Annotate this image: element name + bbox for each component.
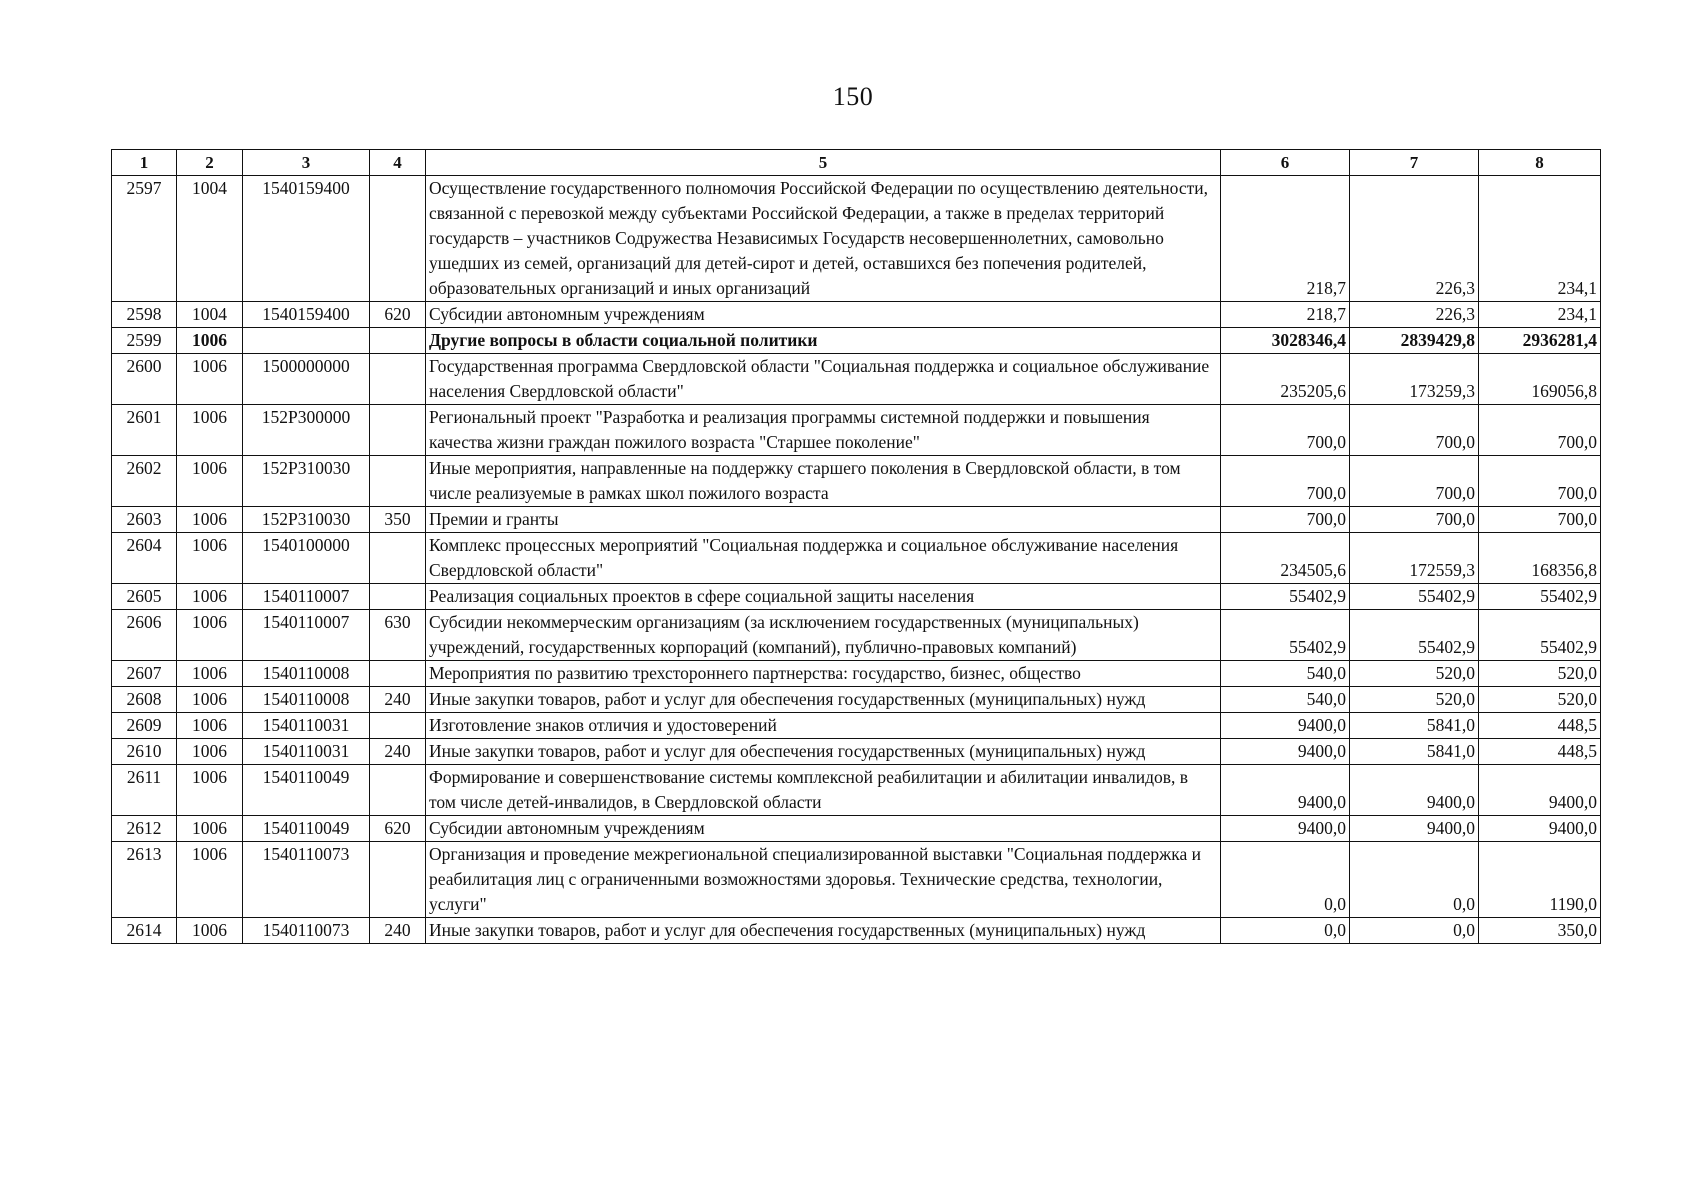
item-name-cell: Изготовление знаков отличия и удостоверений <box>426 713 1221 739</box>
row-number-cell: 2599 <box>112 328 177 354</box>
table-body <box>112 150 1601 944</box>
section-code-cell: 1006 <box>177 456 243 507</box>
amount-year3-cell: 234,1 <box>1479 302 1601 328</box>
amount-year2-cell: 55402,9 <box>1350 610 1479 661</box>
item-name-cell: Другие вопросы в области социальной политики <box>426 328 1221 354</box>
amount-year2-cell: 226,3 <box>1350 302 1479 328</box>
table-row <box>112 456 1601 507</box>
item-name-cell: Региональный проект "Разработка и реализация программы системной поддержки и повышения качества жизни граждан пожилого возраста "Старшее поколение" <box>426 405 1221 456</box>
amount-year1-cell: 218,7 <box>1221 302 1350 328</box>
amount-year2-cell: 520,0 <box>1350 687 1479 713</box>
target-article-cell: 1540159400 <box>243 302 370 328</box>
table-row <box>112 533 1601 584</box>
expense-type-cell <box>370 328 426 354</box>
expense-type-cell: 240 <box>370 739 426 765</box>
section-code-cell: 1006 <box>177 610 243 661</box>
amount-year2-cell: 226,3 <box>1350 176 1479 302</box>
item-name-cell: Комплекс процессных мероприятий "Социальная поддержка и социальное обслуживание населения Свердловской области" <box>426 533 1221 584</box>
amount-year3-cell: 9400,0 <box>1479 765 1601 816</box>
expense-type-cell <box>370 765 426 816</box>
amount-year1-cell: 235205,6 <box>1221 354 1350 405</box>
section-code-cell: 1006 <box>177 713 243 739</box>
target-article-cell: 152P310030 <box>243 507 370 533</box>
amount-year2-cell: 520,0 <box>1350 661 1479 687</box>
page-number: 150 <box>832 82 874 111</box>
amount-year1-cell: 55402,9 <box>1221 584 1350 610</box>
table-row <box>112 354 1601 405</box>
row-number-cell: 2603 <box>112 507 177 533</box>
target-article-cell: 1540110031 <box>243 713 370 739</box>
expense-type-cell: 350 <box>370 507 426 533</box>
table-row <box>112 739 1601 765</box>
column-header: 5 <box>426 150 1221 176</box>
target-article-cell <box>243 328 370 354</box>
item-name-cell: Субсидии автономным учреждениям <box>426 816 1221 842</box>
row-number-cell: 2609 <box>112 713 177 739</box>
item-name-cell: Иные закупки товаров, работ и услуг для обеспечения государственных (муниципальных) нужд <box>426 918 1221 944</box>
section-code-cell: 1006 <box>177 687 243 713</box>
amount-year3-cell: 2936281,4 <box>1479 328 1601 354</box>
section-code-cell: 1006 <box>177 328 243 354</box>
table-row <box>112 610 1601 661</box>
amount-year2-cell: 9400,0 <box>1350 765 1479 816</box>
amount-year3-cell: 55402,9 <box>1479 610 1601 661</box>
amount-year1-cell: 55402,9 <box>1221 610 1350 661</box>
target-article-cell: 1540110008 <box>243 687 370 713</box>
header-row <box>112 150 1601 176</box>
amount-year2-cell: 0,0 <box>1350 842 1479 918</box>
table-row <box>112 328 1601 354</box>
expense-type-cell <box>370 584 426 610</box>
item-name-cell: Премии и гранты <box>426 507 1221 533</box>
target-article-cell: 1540110049 <box>243 765 370 816</box>
section-code-cell: 1004 <box>177 176 243 302</box>
amount-year3-cell: 9400,0 <box>1479 816 1601 842</box>
row-number-cell: 2598 <box>112 302 177 328</box>
column-header: 6 <box>1221 150 1350 176</box>
expense-type-cell <box>370 661 426 687</box>
row-number-cell: 2600 <box>112 354 177 405</box>
row-number-cell: 2608 <box>112 687 177 713</box>
table-row <box>112 918 1601 944</box>
expense-type-cell <box>370 713 426 739</box>
item-name-cell: Иные мероприятия, направленные на поддержку старшего поколения в Свердловской области, в том числе реализуемые в рамках школ пожилого возраста <box>426 456 1221 507</box>
amount-year3-cell: 55402,9 <box>1479 584 1601 610</box>
row-number-cell: 2605 <box>112 584 177 610</box>
table-row <box>112 405 1601 456</box>
target-article-cell: 1540110049 <box>243 816 370 842</box>
amount-year2-cell: 700,0 <box>1350 456 1479 507</box>
expense-type-cell <box>370 405 426 456</box>
amount-year1-cell: 700,0 <box>1221 507 1350 533</box>
table-row <box>112 661 1601 687</box>
section-code-cell: 1006 <box>177 584 243 610</box>
section-code-cell: 1006 <box>177 405 243 456</box>
item-name-cell: Иные закупки товаров, работ и услуг для обеспечения государственных (муниципальных) нужд <box>426 739 1221 765</box>
amount-year2-cell: 700,0 <box>1350 507 1479 533</box>
section-code-cell: 1004 <box>177 302 243 328</box>
amount-year2-cell: 172559,3 <box>1350 533 1479 584</box>
table-row <box>112 816 1601 842</box>
item-name-cell: Организация и проведение межрегиональной специализированной выставки "Социальная поддержка и реабилитация лиц с ограниченными возможностями здоровья. Технические средства, технологии, услуги" <box>426 842 1221 918</box>
item-name-cell: Реализация социальных проектов в сфере социальной защиты населения <box>426 584 1221 610</box>
row-number-cell: 2607 <box>112 661 177 687</box>
row-number-cell: 2614 <box>112 918 177 944</box>
item-name-cell: Мероприятия по развитию трехстороннего партнерства: государство, бизнес, общество <box>426 661 1221 687</box>
amount-year3-cell: 169056,8 <box>1479 354 1601 405</box>
amount-year1-cell: 9400,0 <box>1221 765 1350 816</box>
amount-year3-cell: 448,5 <box>1479 713 1601 739</box>
row-number-cell: 2612 <box>112 816 177 842</box>
amount-year1-cell: 9400,0 <box>1221 816 1350 842</box>
table-row <box>112 584 1601 610</box>
target-article-cell: 1500000000 <box>243 354 370 405</box>
section-code-cell: 1006 <box>177 765 243 816</box>
row-number-cell: 2606 <box>112 610 177 661</box>
amount-year3-cell: 700,0 <box>1479 405 1601 456</box>
target-article-cell: 1540110007 <box>243 610 370 661</box>
table-row <box>112 302 1601 328</box>
amount-year1-cell: 9400,0 <box>1221 713 1350 739</box>
amount-year3-cell: 1190,0 <box>1479 842 1601 918</box>
amount-year1-cell: 0,0 <box>1221 918 1350 944</box>
target-article-cell: 1540159400 <box>243 176 370 302</box>
column-header: 2 <box>177 150 243 176</box>
target-article-cell: 1540100000 <box>243 533 370 584</box>
amount-year2-cell: 5841,0 <box>1350 713 1479 739</box>
amount-year2-cell: 0,0 <box>1350 918 1479 944</box>
expense-type-cell: 240 <box>370 918 426 944</box>
amount-year3-cell: 700,0 <box>1479 456 1601 507</box>
column-header: 8 <box>1479 150 1601 176</box>
amount-year1-cell: 9400,0 <box>1221 739 1350 765</box>
target-article-cell: 1540110008 <box>243 661 370 687</box>
column-header: 3 <box>243 150 370 176</box>
section-code-cell: 1006 <box>177 533 243 584</box>
amount-year1-cell: 218,7 <box>1221 176 1350 302</box>
expense-type-cell: 620 <box>370 816 426 842</box>
item-name-cell: Иные закупки товаров, работ и услуг для обеспечения государственных (муниципальных) нужд <box>426 687 1221 713</box>
item-name-cell: Формирование и совершенствование системы комплексной реабилитации и абилитации инвалидов, в том числе детей-инвалидов, в Свердловской области <box>426 765 1221 816</box>
target-article-cell: 152P310030 <box>243 456 370 507</box>
amount-year1-cell: 3028346,4 <box>1221 328 1350 354</box>
amount-year1-cell: 700,0 <box>1221 405 1350 456</box>
amount-year3-cell: 520,0 <box>1479 661 1601 687</box>
item-name-cell: Осуществление государственного полномочия Российской Федерации по осуществлению деятельности, связанной с перевозкой между субъектами Российской Федерации, а также в пределах территорий государств – участников Содружества Независимых Государств несовершеннолетних, самовольно ушедших из семей, организаций для детей-сирот и детей, оставшихся без попечения родителей, образовательных организаций и иных организаций <box>426 176 1221 302</box>
row-number-cell: 2601 <box>112 405 177 456</box>
expense-type-cell <box>370 456 426 507</box>
section-code-cell: 1006 <box>177 739 243 765</box>
target-article-cell: 152P300000 <box>243 405 370 456</box>
amount-year2-cell: 55402,9 <box>1350 584 1479 610</box>
amount-year2-cell: 173259,3 <box>1350 354 1479 405</box>
amount-year2-cell: 9400,0 <box>1350 816 1479 842</box>
amount-year1-cell: 540,0 <box>1221 661 1350 687</box>
table-row <box>112 507 1601 533</box>
item-name-cell: Субсидии автономным учреждениям <box>426 302 1221 328</box>
row-number-cell: 2602 <box>112 456 177 507</box>
section-code-cell: 1006 <box>177 842 243 918</box>
expense-type-cell <box>370 354 426 405</box>
expense-type-cell <box>370 176 426 302</box>
column-header: 4 <box>370 150 426 176</box>
section-code-cell: 1006 <box>177 354 243 405</box>
row-number-cell: 2604 <box>112 533 177 584</box>
amount-year2-cell: 700,0 <box>1350 405 1479 456</box>
amount-year3-cell: 700,0 <box>1479 507 1601 533</box>
target-article-cell: 1540110007 <box>243 584 370 610</box>
amount-year3-cell: 234,1 <box>1479 176 1601 302</box>
expense-type-cell: 240 <box>370 687 426 713</box>
amount-year3-cell: 350,0 <box>1479 918 1601 944</box>
budget-table <box>111 149 1601 944</box>
table-row <box>112 842 1601 918</box>
expense-type-cell <box>370 842 426 918</box>
amount-year1-cell: 540,0 <box>1221 687 1350 713</box>
column-header: 1 <box>112 150 177 176</box>
row-number-cell: 2610 <box>112 739 177 765</box>
table-row <box>112 765 1601 816</box>
amount-year1-cell: 0,0 <box>1221 842 1350 918</box>
expense-type-cell: 630 <box>370 610 426 661</box>
section-code-cell: 1006 <box>177 661 243 687</box>
expense-type-cell: 620 <box>370 302 426 328</box>
amount-year2-cell: 5841,0 <box>1350 739 1479 765</box>
table-row <box>112 713 1601 739</box>
item-name-cell: Государственная программа Свердловской области "Социальная поддержка и социальное обслуживание населения Свердловской области" <box>426 354 1221 405</box>
section-code-cell: 1006 <box>177 918 243 944</box>
item-name-cell: Субсидии некоммерческим организациям (за исключением государственных (муниципальных) учреждений, государственных корпораций (компаний), публично-правовых компаний) <box>426 610 1221 661</box>
section-code-cell: 1006 <box>177 507 243 533</box>
amount-year1-cell: 700,0 <box>1221 456 1350 507</box>
expense-type-cell <box>370 533 426 584</box>
amount-year3-cell: 448,5 <box>1479 739 1601 765</box>
amount-year3-cell: 168356,8 <box>1479 533 1601 584</box>
table-row <box>112 176 1601 302</box>
row-number-cell: 2597 <box>112 176 177 302</box>
table-row <box>112 687 1601 713</box>
amount-year2-cell: 2839429,8 <box>1350 328 1479 354</box>
row-number-cell: 2611 <box>112 765 177 816</box>
section-code-cell: 1006 <box>177 816 243 842</box>
amount-year1-cell: 234505,6 <box>1221 533 1350 584</box>
target-article-cell: 1540110073 <box>243 918 370 944</box>
column-header: 7 <box>1350 150 1479 176</box>
row-number-cell: 2613 <box>112 842 177 918</box>
target-article-cell: 1540110031 <box>243 739 370 765</box>
target-article-cell: 1540110073 <box>243 842 370 918</box>
amount-year3-cell: 520,0 <box>1479 687 1601 713</box>
